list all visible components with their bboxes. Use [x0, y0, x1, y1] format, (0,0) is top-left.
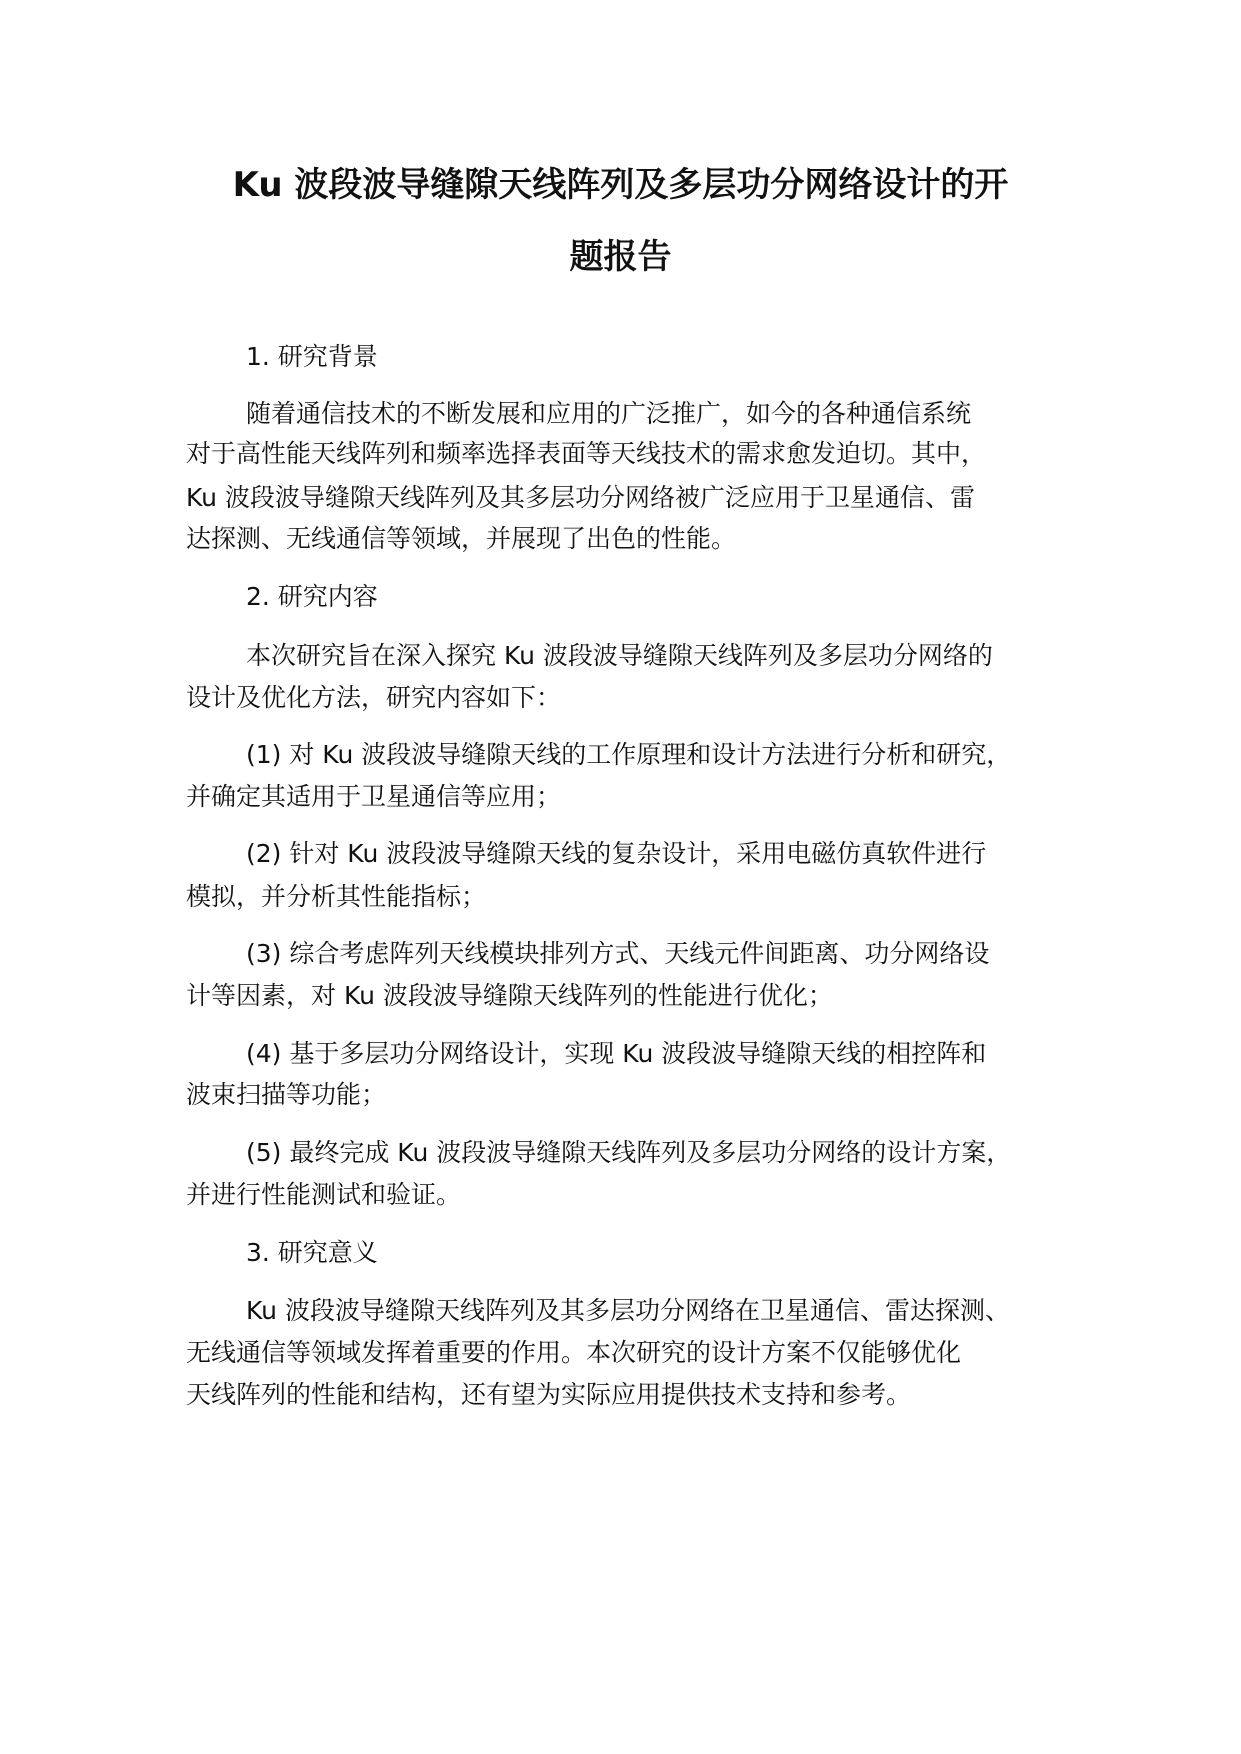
list-item-line: 计等因素，对 Ku 波段波导缝隙天线阵列的性能进行优化； [186, 981, 833, 1010]
paragraph-line: 随着通信技术的不断发展和应用的广泛推广，如今的各种通信系统 [246, 399, 972, 428]
list-item-line: (4) 基于多层功分网络设计，实现 Ku 波段波导缝隙天线的相控阵和 [246, 1039, 987, 1068]
paragraph-line: Ku 波段波导缝隙天线阵列及其多层功分网络被广泛应用于卫星通信、雷 [186, 483, 975, 512]
list-item-line: (5) 最终完成 Ku 波段波导缝隙天线阵列及多层功分网络的设计方案， [246, 1138, 1012, 1167]
paragraph-line: 设计及优化方法，研究内容如下： [186, 683, 562, 712]
paragraph-line: 天线阵列的性能和结构，还有望为实际应用提供技术支持和参考。 [186, 1380, 912, 1409]
paragraph-line: 达探测、无线通信等领域，并展现了出色的性能。 [186, 524, 737, 553]
list-item-line: 并进行性能测试和验证。 [186, 1180, 462, 1209]
list-item-line: (2) 针对 Ku 波段波导缝隙天线的复杂设计，采用电磁仿真软件进行 [246, 839, 987, 868]
list-item-line: (1) 对 Ku 波段波导缝隙天线的工作原理和设计方法进行分析和研究， [246, 740, 1012, 769]
section-heading-significance: 3. 研究意义 [246, 1238, 378, 1267]
list-item-line: (3) 综合考虑阵列天线模块排列方式、天线元件间距离、功分网络设 [246, 939, 990, 968]
paragraph-line: 本次研究旨在深入探究 Ku 波段波导缝隙天线阵列及多层功分网络的 [246, 641, 993, 670]
list-item-line: 并确定其适用于卫星通信等应用； [186, 782, 562, 811]
section-heading-background: 1. 研究背景 [246, 342, 378, 371]
paragraph-line: Ku 波段波导缝隙天线阵列及其多层功分网络在卫星通信、雷达探测、 [246, 1296, 1010, 1325]
document-title-line-1: Ku 波段波导缝隙天线阵列及多层功分网络设计的开 [232, 165, 1009, 205]
section-heading-content: 2. 研究内容 [246, 582, 378, 611]
list-item-line: 模拟，并分析其性能指标； [186, 882, 487, 911]
paragraph-line: 无线通信等领域发挥着重要的作用。本次研究的设计方案不仅能够优化 [186, 1338, 962, 1367]
paragraph-line: 对于高性能天线阵列和频率选择表面等天线技术的需求愈发迫切。其中， [186, 439, 987, 468]
document-title-line-2: 题报告 [569, 237, 672, 277]
list-item-line: 波束扫描等功能； [186, 1080, 387, 1109]
